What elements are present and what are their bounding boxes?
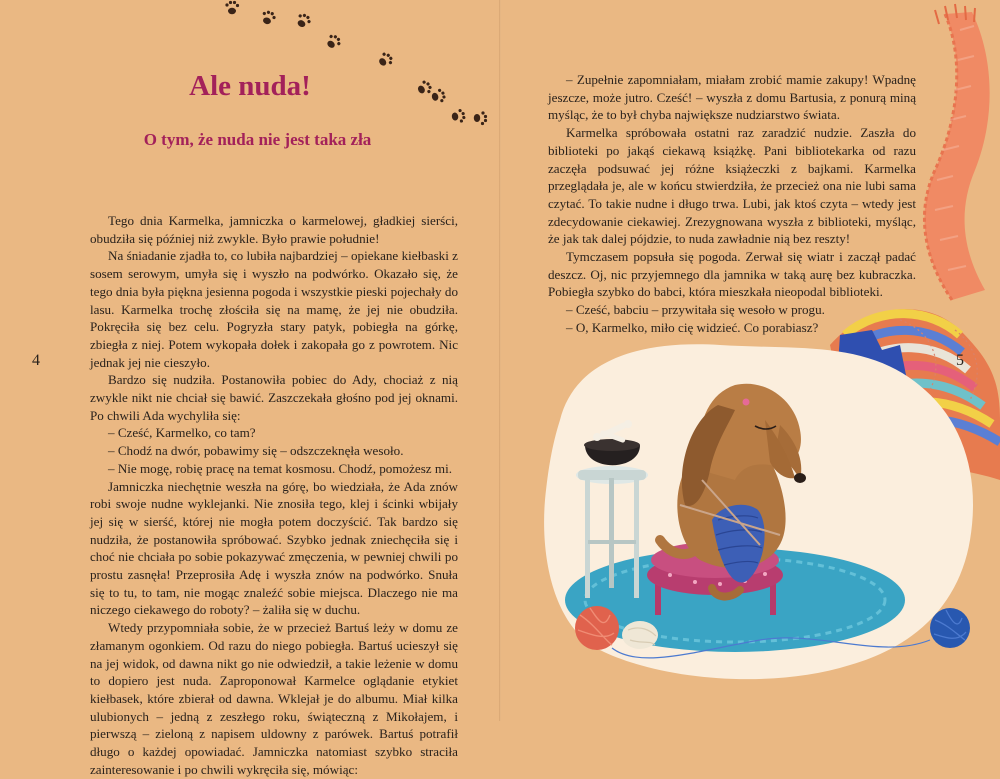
paw-print-icon xyxy=(430,88,446,105)
right-page-text xyxy=(548,71,916,337)
paragraph: Wtedy przypomniała sobie, że w przecież Bartuś leży w domu ze złamanym ogonkiem. Od razu do niego pobiegła. Bartuś ucieszył się na jej widok, od dawna nikt go nie odwiedził, a takie leżenie w domu to dopiero jest nuda. Zaproponował Karmelce oglądanie etykiet kiełbasek, które zbierał od dawna. Wklejał je do albumu. Miał kilka ulubionych – jedną z zeszłego roku, świąteczną z Mikołajem, i pierwszą – zieloną z napisem uldowny z parówek. Bartuś potrafił długo o każdej opowiadać. Jamniczka natomiast szybko straciła zainteresowanie i po chwili wykręciła się, mówiąc: xyxy=(90,620,458,777)
paw-print-icon xyxy=(294,12,313,30)
paragraph: Bardzo się nudziła. Postanowiła pobiec do Ady, chociaż z nią zwykle nikt nie chciał się bawić. Zaszczekała głośno pod jej oknami. Po chwili Ada wychyliła się: xyxy=(90,372,458,423)
paw-print-icon xyxy=(451,108,466,124)
paw-print-icon xyxy=(225,1,239,14)
dialogue-line: – Chodź na dwór, pobawimy się – odszczeknęła wesoło. xyxy=(108,443,404,459)
side-table xyxy=(576,420,648,598)
dialogue-line: – O, Karmelko, miło cię widzieć. Co porabiasz? xyxy=(566,319,819,335)
chapter-title: Ale nuda! xyxy=(189,70,311,102)
book-spine xyxy=(499,0,501,721)
left-page-text xyxy=(90,212,458,779)
dialogue-line: – Nie mogę, robię pracę na temat kosmosu. Chodź, pomożesz mi. xyxy=(108,460,452,476)
page-number-left: 4 xyxy=(32,352,40,369)
page-number-right: 5 xyxy=(956,352,964,369)
paragraph: – Zupełnie zapomniałam, miałam zrobić mamie zakupy! Wpadnę jeszcze, może jutro. Cześć! – wyszła z domu Bartusia, z ponurą miną myśląc, że to był chyba największe nudziarstwo świata. xyxy=(548,72,916,123)
paw-print-icon xyxy=(260,9,277,26)
paragraph: Na śniadanie zjadła to, co lubiła najbardziej – opiekane kiełbaski z sosem serowym, umyła się i wyszło na podwórko. Okazało się, że tego dnia była piękna jesienna pogoda i wszystkie pieski pojechały do lasu. Karmelka trochę złościła się na mamę, że jej nie obudziła. Pokręciła się bez celu. Pogryzła stary patyk, pobiegła na górkę, zbiegła z niej. Potem wykopała dołek i zakopała go z powrotem. Nic jednak jej nie cieszyło. xyxy=(90,248,458,370)
dialogue-line: – Cześć, Karmelko, co tam? xyxy=(108,425,256,441)
yarn-ball-icon xyxy=(622,621,658,649)
paw-print-icon xyxy=(324,32,343,51)
paragraph: Jamniczka niechętnie weszła na górę, bo wiedziała, że Ada znów robi swoje nudne wyklejanki. Nie znosiła tego, klej i ścinki wbijały jej się w sierść, której nie mogła potem doczyścić. Tak bardzo się nudziła, że postanowiła spróbować. Szybko jednak zniechęciła się i choć nie chciała po sobie pokazywać zmęczenia, w pewniej chwili po prostu zasnęła! Przeprosiła Adę i wyszła znów na podwórko. Snuła się to tu, to tam, nie mogąc znaleźć sobie miejsca. Dlaczego nie ma niczego ciekawego do roboty? – żaliła się w duchu. xyxy=(90,478,458,618)
paw-print-icon xyxy=(376,50,395,69)
paw-print-trail xyxy=(225,1,487,125)
chapter-subtitle: O tym, że nuda nie jest taka zła xyxy=(143,130,372,149)
paw-print-icon xyxy=(474,111,487,125)
yarn-ball-icon xyxy=(575,606,619,650)
paragraph: Tego dnia Karmelka, jamniczka o karmelowej, gładkiej sierści, obudziła się później niż zwykle. Było prawie południe! xyxy=(90,213,458,246)
paragraph: Tymczasem popsuła się pogoda. Zerwał się wiatr i zaczął padać deszcz. Oj, nic przyjemnego dla jamnika w taką aurę bez kubraczka. Pobiegła szybko do babci, która mieszkała nieopodal biblioteki. xyxy=(548,249,916,300)
paw-print-icon xyxy=(415,79,433,98)
yarn-ball-icon xyxy=(930,608,970,648)
dialogue-line: – Cześć, babciu – przywitała się wesoło w progu. xyxy=(566,302,825,318)
paragraph: Karmelka spróbowała ostatni raz zaradzić nudzie. Zaszła do biblioteki po jakąś ciekawą książkę. Pani bibliotekarka od razu zaczęła podsuwać jej różne książeczki z bajkami. Karmelka przeglądała je, ale w końcu stwierdziła, że przecież ona nie lubi sama czytać. To takie nudne i długo trwa. Lubi, jak ktoś czyta – wtedy jest zdecydowanie ciekawiej. Zrezygnowana wyszła z biblioteki, myśląc, że jak tak dalej pójdzie, to nuda zawładnie nią bez reszty! xyxy=(548,125,916,247)
